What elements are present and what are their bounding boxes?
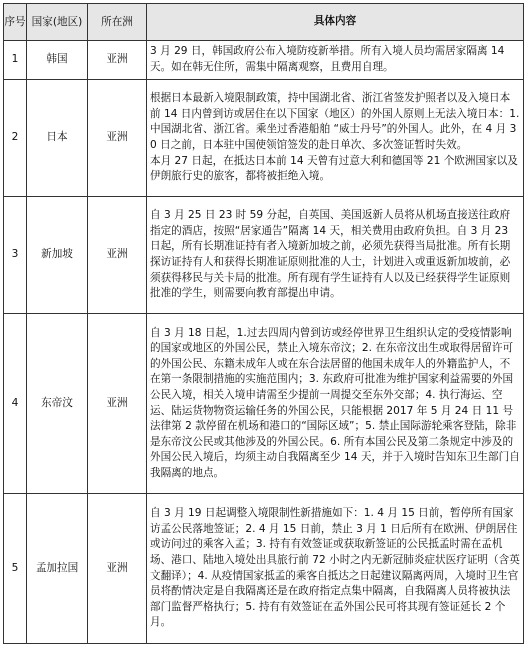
- policy-table-container: [3, 3, 524, 644]
- header-content: 具体内容: [147, 4, 524, 41]
- row-num: 5: [4, 494, 27, 644]
- row-content: 自 3 月 18 日起，1.过去四周内曾到访或经停世界卫生组织认定的受疫情影响的国家或地区的外国公民，禁止入境东帝汶；2. 在东帝汶出生或取得居留许可的外国公民、东籍未成年人或在东合法居留的他国未成年人的外籍监护人，不在第一条限制措施的实施范围内；3. 东政府可批准为维护国家利益需要的外国公民入境，相关入境申请需至少提前一周提交至东外交部；4. 执行海运、空运、陆运货物物资运输任务的外国公民，只能根据 2017 年 5 月 24 日 11 号法律第 2 款停留在机场和港口的“国际区域”；5. 禁止国际游轮乘客登陆，除非是东帝汶公民或其他涉及的外国公民。6. 所有本国公民及第二条规定中涉及的外国公民入境后，均须主动自我隔离至少 14 天，并于入境时告知东卫生部门自我隔离的地点。: [147, 314, 524, 494]
- row-country: 东帝汶: [27, 314, 88, 494]
- row-country: 韩国: [27, 41, 88, 80]
- header-country: 国家(地区): [27, 4, 88, 41]
- row-num: 3: [4, 197, 27, 314]
- row-country: 孟加拉国: [27, 494, 88, 644]
- row-content: 自 3 月 25 日 23 时 59 分起，自英国、美国返新人员将从机场直接送往政府指定的酒店，按照“居家通告”隔离 14 天，相关费用由政府负担。自 3 月 23 日起，所有长期准证持有者入境新加坡之前，必须先获得当局批准。所有长期探访证持有人和获得长期准证原则批准的人士，计划进入或重返新加坡前，必须获得移民与关卡局的批准。所有现有学生证持有人以及已经获得学生证原则批准的学生，则需要向教育部提出申请。: [147, 197, 524, 314]
- row-content: 3 月 29 日，韩国政府公布入境防疫新举措。所有入境人员均需居家隔离 14 天。如在韩无住所，需集中隔离观察，且费用自理。: [147, 41, 524, 80]
- table-row: [4, 80, 524, 197]
- row-content: 根据日本最新入境限制政策，持中国湖北省、浙江省签发护照者以及入境日本前 14 日内曾到访或居住在以下国家（地区）的外国人原则上无法入境日本：1. 中国湖北省、浙江省。乘坐过香港船舶 “威士丹号”的外国人。此外，在 4 月 30 日之前，日本驻中国使领馆签发的赴日单次、多次签证暂时失效。 本月 27 日起，在抵达日本前 14 天曾有过意大利和德国等 21 个欧洲国家以及伊朗旅行史的旅客，都将被拒绝入境。: [147, 80, 524, 197]
- row-country: 日本: [27, 80, 88, 197]
- row-num: 4: [4, 314, 27, 494]
- row-region: 亚洲: [88, 494, 147, 644]
- entry-policy-table: [3, 3, 524, 644]
- header-region: 所在洲: [88, 4, 147, 41]
- row-region: 亚洲: [88, 41, 147, 80]
- row-region: 亚洲: [88, 314, 147, 494]
- row-num: 1: [4, 41, 27, 80]
- row-region: 亚洲: [88, 197, 147, 314]
- header-num: 序号: [4, 4, 27, 41]
- table-header-row: [4, 4, 524, 41]
- row-content: 自 3 月 19 日起调整入境限制性新措施如下：1. 4 月 15 日前，暂停所有国家访孟公民落地签证；2. 4 月 15 日前，禁止 3 月 1 日后所有在欧洲、伊朗居住或访问过的乘客入孟；3. 持有有效签证或获取新签证的公民抵孟时需在孟机场、港口、陆地入境处出具旅行前 72 小时之内无新冠肺炎症状医疗证明（含英文翻译）；4. 从疫情国家抵孟的乘客自抵达之日起建议隔离两周，入境时卫生官员将酌情决定是自我隔离还是在政府指定点集中隔离，自我隔离人员将被执法部门监督严格执行；5. 持有有效签证在孟外国公民可将其现有签证延长 2 个月。: [147, 494, 524, 644]
- row-num: 2: [4, 80, 27, 197]
- row-region: 亚洲: [88, 80, 147, 197]
- row-country: 新加坡: [27, 197, 88, 314]
- table-row: [4, 197, 524, 314]
- table-row: [4, 494, 524, 644]
- table-row: [4, 314, 524, 494]
- table-row: [4, 41, 524, 80]
